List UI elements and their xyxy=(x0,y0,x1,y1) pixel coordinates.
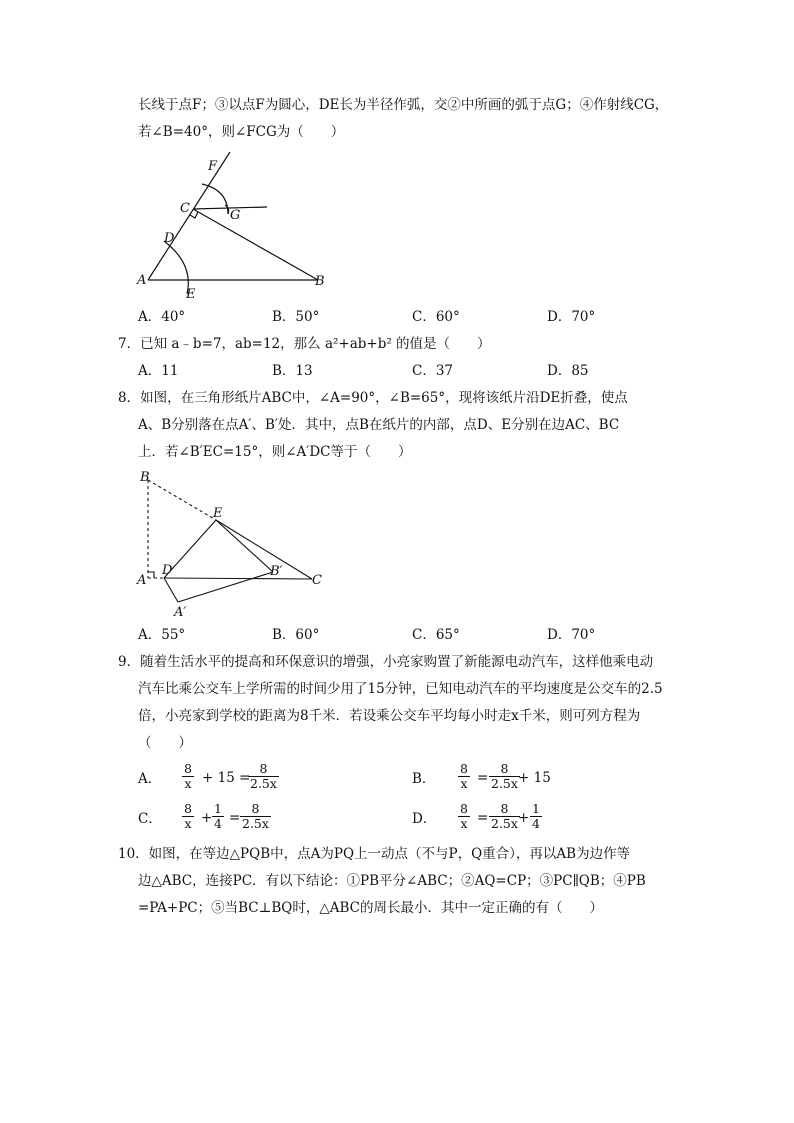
q8-line-3: 上．若∠B′EC=15°，则∠A′DC等于（ ） xyxy=(138,444,412,460)
q7-option-c: C．37 xyxy=(412,363,454,379)
q9-option-c-letter: C． xyxy=(138,811,162,827)
q8-label-D: D xyxy=(162,563,173,578)
q9-line-2: 汽车比乘公交车上学所需的时间少用了15分钟，已知电动汽车的平均速度是公交车的2.5 xyxy=(138,681,663,697)
q6-option-b: B．50° xyxy=(272,309,320,325)
q9-line-3: 倍，小亮家到学校的距离为8千米．若设乘公交车平均每小时走x千米，则可列方程为 xyxy=(138,708,641,724)
q9-b-frac-2: $\frac{8}{2.5x}$ xyxy=(491,761,518,791)
q9-a-frac-1: $\frac{8}{x}$ xyxy=(184,761,192,791)
q9-b-op-1: = xyxy=(477,770,489,786)
q6-option-d: D．70° xyxy=(547,309,596,325)
q10-line-1: 10．如图，在等边△PQB中，点A为PQ上一动点（不与P，Q重合），再以AB为边作等 xyxy=(118,846,631,862)
q9-c-op-2: = xyxy=(229,810,241,826)
q8-label-Bp: B′ xyxy=(270,564,283,579)
q8-label-Ap: A′ xyxy=(174,605,187,620)
q8-fold-EBp xyxy=(216,520,273,572)
q9-line-1: 9．随着生活水平的提高和环保意识的增强，小亮家购置了新能源电动汽车，这样他乘电动 xyxy=(118,654,654,670)
q9-c-frac-2: $\frac{1}{4}$ xyxy=(214,801,222,831)
q6-figure xyxy=(130,146,350,306)
q6-side-CB xyxy=(193,209,318,280)
q6-option-a: A．40° xyxy=(138,309,186,325)
q7-option-a: A．11 xyxy=(138,363,179,379)
q9-option-a-letter: A． xyxy=(138,771,162,787)
q9-a-frac-2: $\frac{8}{2.5x}$ xyxy=(250,761,277,791)
q8-option-a: A．55° xyxy=(138,627,186,643)
q9-d-frac-2: $\frac{8}{2.5x}$ xyxy=(491,801,518,831)
q8-side-EC xyxy=(216,520,312,579)
q9-c-frac-1: $\frac{8}{x}$ xyxy=(184,801,192,831)
q6-label-B: B xyxy=(315,274,325,289)
q6-option-c: C．60° xyxy=(412,309,460,325)
q9-d-op-1: = xyxy=(477,810,489,826)
q8-label-B: B xyxy=(140,470,150,485)
q8-label-E: E xyxy=(213,506,223,521)
q9-d-frac-3: $\frac{1}{4}$ xyxy=(532,801,540,831)
q8-label-A: A xyxy=(137,573,147,588)
q8-fold-ApBp xyxy=(178,572,273,602)
q8-fold-DAp xyxy=(164,578,178,602)
q8-line-2: A、B分别落在点A′、B′处．其中，点B在纸片的内部，点D、E分别在边AC、BC xyxy=(138,417,620,433)
q7-stem: 7．已知 a﹣b=7，ab=12，那么 a²+ab+b² 的值是（ ） xyxy=(118,336,491,352)
q9-option-d-letter: D． xyxy=(412,811,437,827)
q9-b-frac-1: $\frac{8}{x}$ xyxy=(460,761,468,791)
q8-dashed-BE xyxy=(148,480,216,520)
q9-b-op-2: + 15 xyxy=(518,770,551,786)
q6-arc-G xyxy=(225,205,229,214)
q9-c-op-1: + xyxy=(201,810,213,826)
q9-a-op: + 15 = xyxy=(202,770,251,786)
q9-d-op-2: + xyxy=(518,810,530,826)
q6-ray-AF xyxy=(148,152,230,280)
q8-side-DC xyxy=(164,578,312,579)
q8-option-c: C．65° xyxy=(412,627,460,643)
q8-option-b: B．60° xyxy=(272,627,320,643)
q6-line-2: 若∠B=40°，则∠FCG为（ ） xyxy=(138,124,345,140)
q10-line-2: 边△ABC，连接PC．有以下结论：①PB平分∠ABC；②AQ=CP；③PC∥QB；④PB xyxy=(138,873,646,889)
q7-option-d: D．85 xyxy=(547,363,589,379)
q7-option-b: B．13 xyxy=(272,363,313,379)
q8-option-d: D．70° xyxy=(547,627,596,643)
q6-label-F: F xyxy=(208,159,218,174)
q6-label-C: C xyxy=(180,201,190,216)
q6-label-A: A xyxy=(137,273,147,288)
q6-line-1: 长线于点F；③以点F为圆心，DE长为半径作弧，交②中所画的弧于点G；④作射线CG， xyxy=(138,97,669,113)
q9-line-4: （ ） xyxy=(138,735,192,751)
q10-line-3: =PA+PC；⑤当BC⊥BQ时，△ABC的周长最小．其中一定正确的有（ ） xyxy=(138,900,603,916)
q6-arc-FG xyxy=(202,184,228,214)
q8-right-angle xyxy=(148,572,154,578)
q6-label-D: D xyxy=(164,231,175,246)
q9-option-b-letter: B． xyxy=(412,771,436,787)
q8-figure xyxy=(130,468,340,620)
q8-label-C: C xyxy=(312,573,322,588)
q6-label-G: G xyxy=(230,208,241,223)
q6-label-E: E xyxy=(186,287,196,302)
q8-line-1: 8．如图，在三角形纸片ABC中，∠A=90°，∠B=65°，现将该纸片沿DE折叠，使点 xyxy=(118,390,628,406)
q9-c-frac-3: $\frac{8}{2.5x}$ xyxy=(242,801,269,831)
q9-d-frac-1: $\frac{8}{x}$ xyxy=(460,801,468,831)
